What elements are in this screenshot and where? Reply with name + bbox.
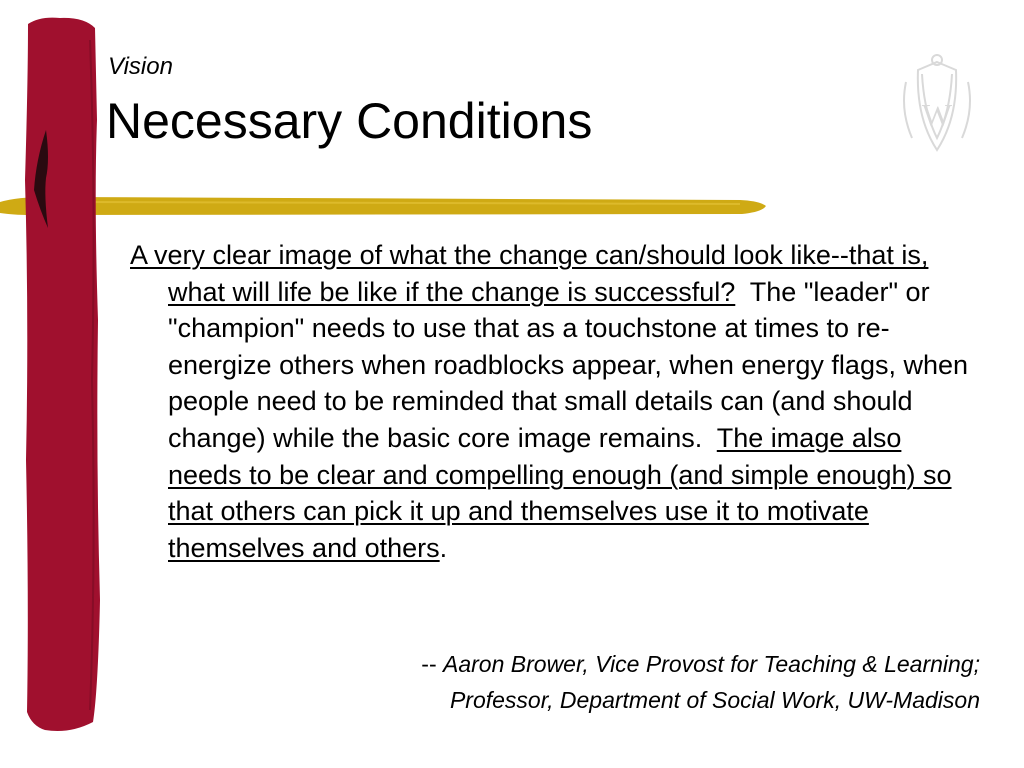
slide-subtitle: Vision — [108, 53, 173, 80]
slide-body — [130, 237, 976, 566]
gold-stripe — [0, 197, 766, 215]
body-text-underlined-1: A very clear image of what the change can/should look like--that is, what will life be like if the change is successful? — [130, 240, 929, 307]
attribution-line-2: Professor, Department of Social Work, UW-Madison — [449, 687, 980, 713]
slide-title: Necessary Conditions — [106, 93, 593, 149]
attribution-name: Aaron Brower, Vice Provost for Teaching & Learning; — [443, 651, 980, 677]
body-text-plain: The "leader" or "champion" needs to use that as a touchstone at times to re-energize others when roadblocks appear, when energy flags, when people need to be reminded that small details can (and should change) while the basic core image remains. — [168, 276, 976, 453]
attribution-dashes: -- — [421, 651, 444, 677]
body-text-end: . — [439, 532, 448, 563]
attribution-line-1 — [250, 646, 980, 682]
svg-text:W: W — [921, 97, 953, 133]
body-paragraph — [130, 237, 976, 566]
attribution — [250, 646, 980, 718]
body-text-underlined-2: The image also needs to be clear and compelling enough (and simple enough) so that others can pick it up and themselves use it to motivate themselves and others — [168, 422, 952, 563]
red-vertical-bar — [25, 18, 100, 731]
uw-crest-logo — [904, 55, 970, 150]
